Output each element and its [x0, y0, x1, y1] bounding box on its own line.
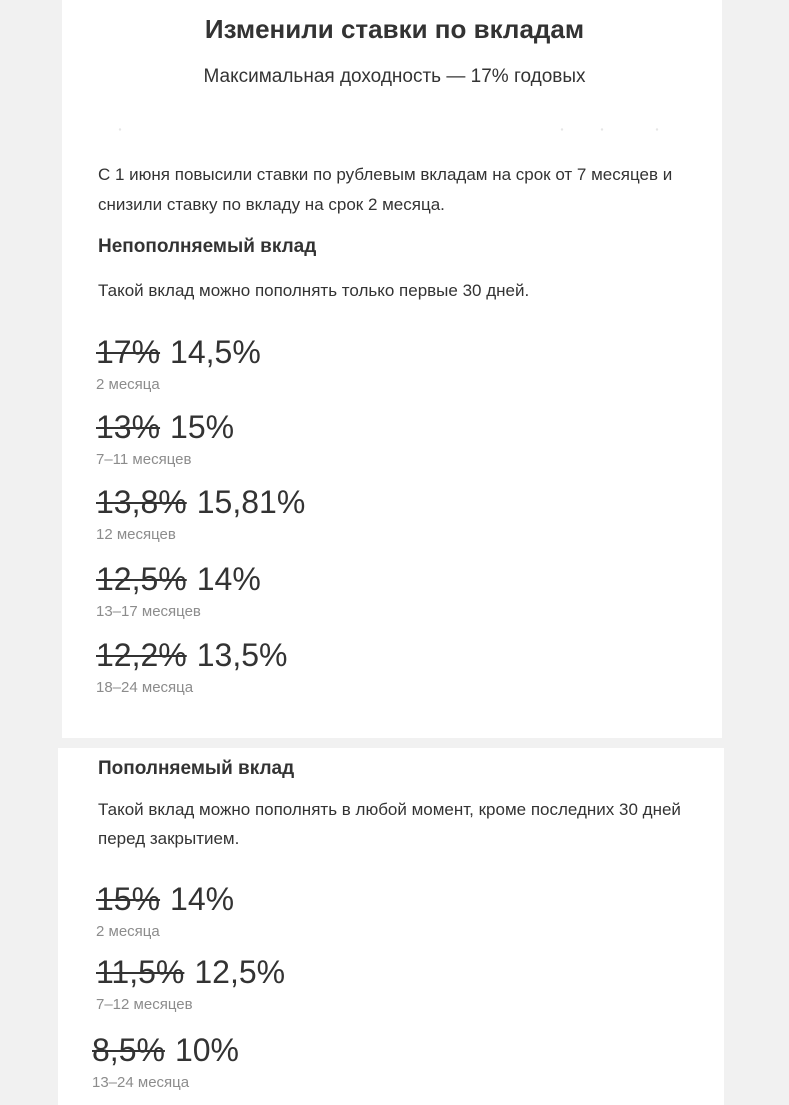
new-rate: 14% — [170, 881, 235, 917]
rate-values — [96, 484, 305, 520]
rate-term: 7–11 месяцев — [96, 451, 192, 468]
separator-dots — [112, 128, 692, 131]
rate-term: 13–17 месяцев — [96, 603, 201, 620]
new-rate: 14% — [196, 561, 261, 597]
old-rate: 11,5% — [96, 954, 185, 990]
rate-item — [96, 954, 285, 1013]
rate-item — [96, 484, 305, 543]
old-rate: 13% — [96, 409, 161, 445]
new-rate: 14,5% — [170, 334, 261, 370]
rate-values — [96, 954, 285, 990]
old-rate: 17% — [96, 334, 161, 370]
section-description-non-replenishable: Такой вклад можно пополнять только первые 30 дней. — [98, 281, 530, 300]
rate-item — [96, 334, 261, 393]
rate-values — [96, 334, 261, 370]
rate-values — [96, 409, 234, 445]
rate-values — [96, 637, 287, 673]
new-rate: 15,81% — [196, 484, 306, 520]
old-rate: 12,5% — [96, 561, 187, 597]
rate-item — [96, 561, 261, 620]
old-rate: 12,2% — [96, 637, 187, 673]
intro-text: С 1 июня повысили ставки по рублевым вкладам на срок от 7 месяцев и снизили ставку по вкладу на срок 2 месяца. — [98, 165, 673, 214]
rate-item — [92, 1032, 239, 1091]
section-title-replenishable: Пополняемый вклад — [98, 758, 295, 779]
page-subtitle: Максимальная доходность — 17% годовых — [203, 66, 586, 87]
rate-item — [96, 881, 234, 940]
new-rate: 10% — [174, 1032, 239, 1068]
new-rate: 12,5% — [194, 954, 286, 990]
rate-values — [96, 561, 261, 597]
old-rate: 15% — [96, 881, 161, 917]
rate-term: 2 месяца — [96, 376, 160, 393]
rate-term: 12 месяцев — [96, 526, 176, 543]
rate-values — [92, 1032, 239, 1068]
rate-values — [96, 881, 234, 917]
section-description-replenishable: Такой вклад можно пополнять в любой момент, кроме последних 30 дней перед закрытием. — [98, 800, 681, 848]
new-rate: 13,5% — [196, 637, 288, 673]
old-rate: 8,5% — [92, 1032, 165, 1068]
rate-item — [96, 637, 287, 696]
page-title: Изменили ставки по вкладам — [204, 14, 585, 44]
rate-term: 2 месяца — [96, 923, 160, 940]
new-rate: 15% — [170, 409, 235, 445]
rate-item — [96, 409, 234, 468]
rate-term: 7–12 месяцев — [96, 996, 193, 1013]
section-title-non-replenishable: Непополняемый вклад — [98, 236, 317, 257]
old-rate: 13,8% — [96, 484, 187, 520]
rate-term: 18–24 месяца — [96, 679, 194, 696]
rate-term: 13–24 месяца — [92, 1074, 190, 1091]
